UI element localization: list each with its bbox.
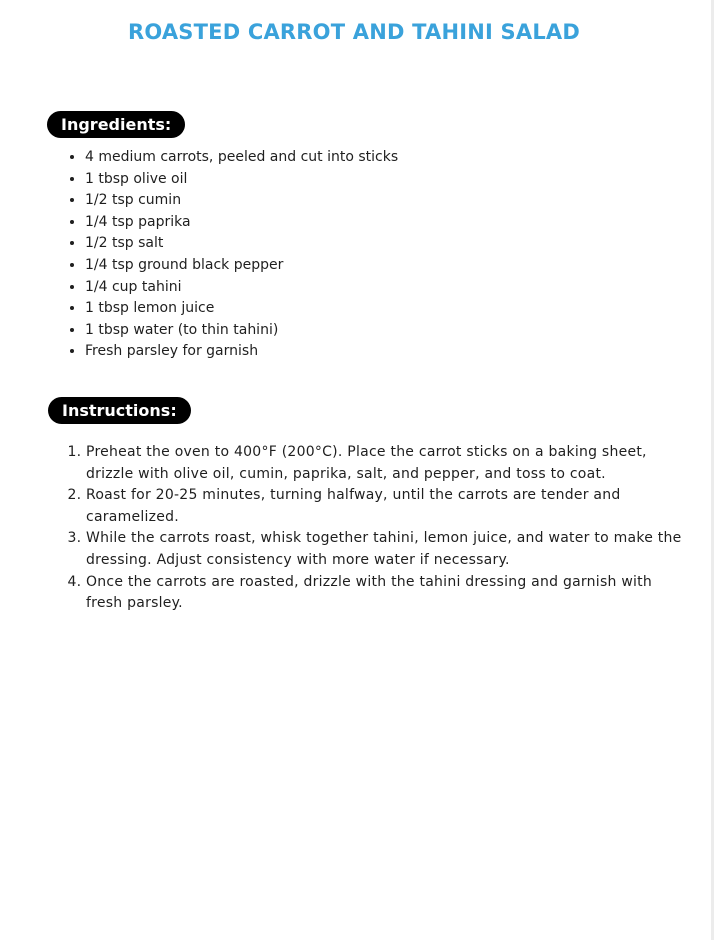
ingredient-item: • Fresh parsley for garnish — [85, 341, 685, 363]
ingredient-item: • 1/4 tsp paprika — [85, 212, 685, 234]
ingredient-item: • 1/2 tsp cumin — [85, 190, 685, 212]
instruction-step: 3. While the carrots roast, whisk together tahini, lemon juice, and water to make the dressing. Adjust consistency with more water if necessary. — [86, 528, 686, 571]
ingredient-item: • 1/2 tsp salt — [85, 233, 685, 255]
recipe-title: ROASTED CARROT AND TAHINI SALAD — [128, 20, 580, 44]
ingredient-item: • 1/4 cup tahini — [85, 277, 685, 299]
instructions-heading: Instructions: — [48, 397, 191, 424]
instruction-step: 2. Roast for 20-25 minutes, turning halfway, until the carrots are tender and caramelized. — [86, 485, 686, 528]
ingredient-item: • 1 tbsp lemon juice — [85, 298, 685, 320]
instruction-step: 4. Once the carrots are roasted, drizzle with the tahini dressing and garnish with fresh parsley. — [86, 572, 686, 615]
ingredients-list — [60, 147, 685, 363]
instructions-list — [62, 442, 686, 615]
ingredients-heading: Ingredients: — [47, 111, 185, 138]
ingredient-item: • 1 tbsp olive oil — [85, 169, 685, 191]
ingredient-item: • 1/4 tsp ground black pepper — [85, 255, 685, 277]
ingredient-item: • 1 tbsp water (to thin tahini) — [85, 320, 685, 342]
ingredient-item: • 4 medium carrots, peeled and cut into sticks — [85, 147, 685, 169]
instruction-step: 1. Preheat the oven to 400°F (200°C). Place the carrot sticks on a baking sheet, drizzle with olive oil, cumin, paprika, salt, and pepper, and toss to coat. — [86, 442, 686, 485]
